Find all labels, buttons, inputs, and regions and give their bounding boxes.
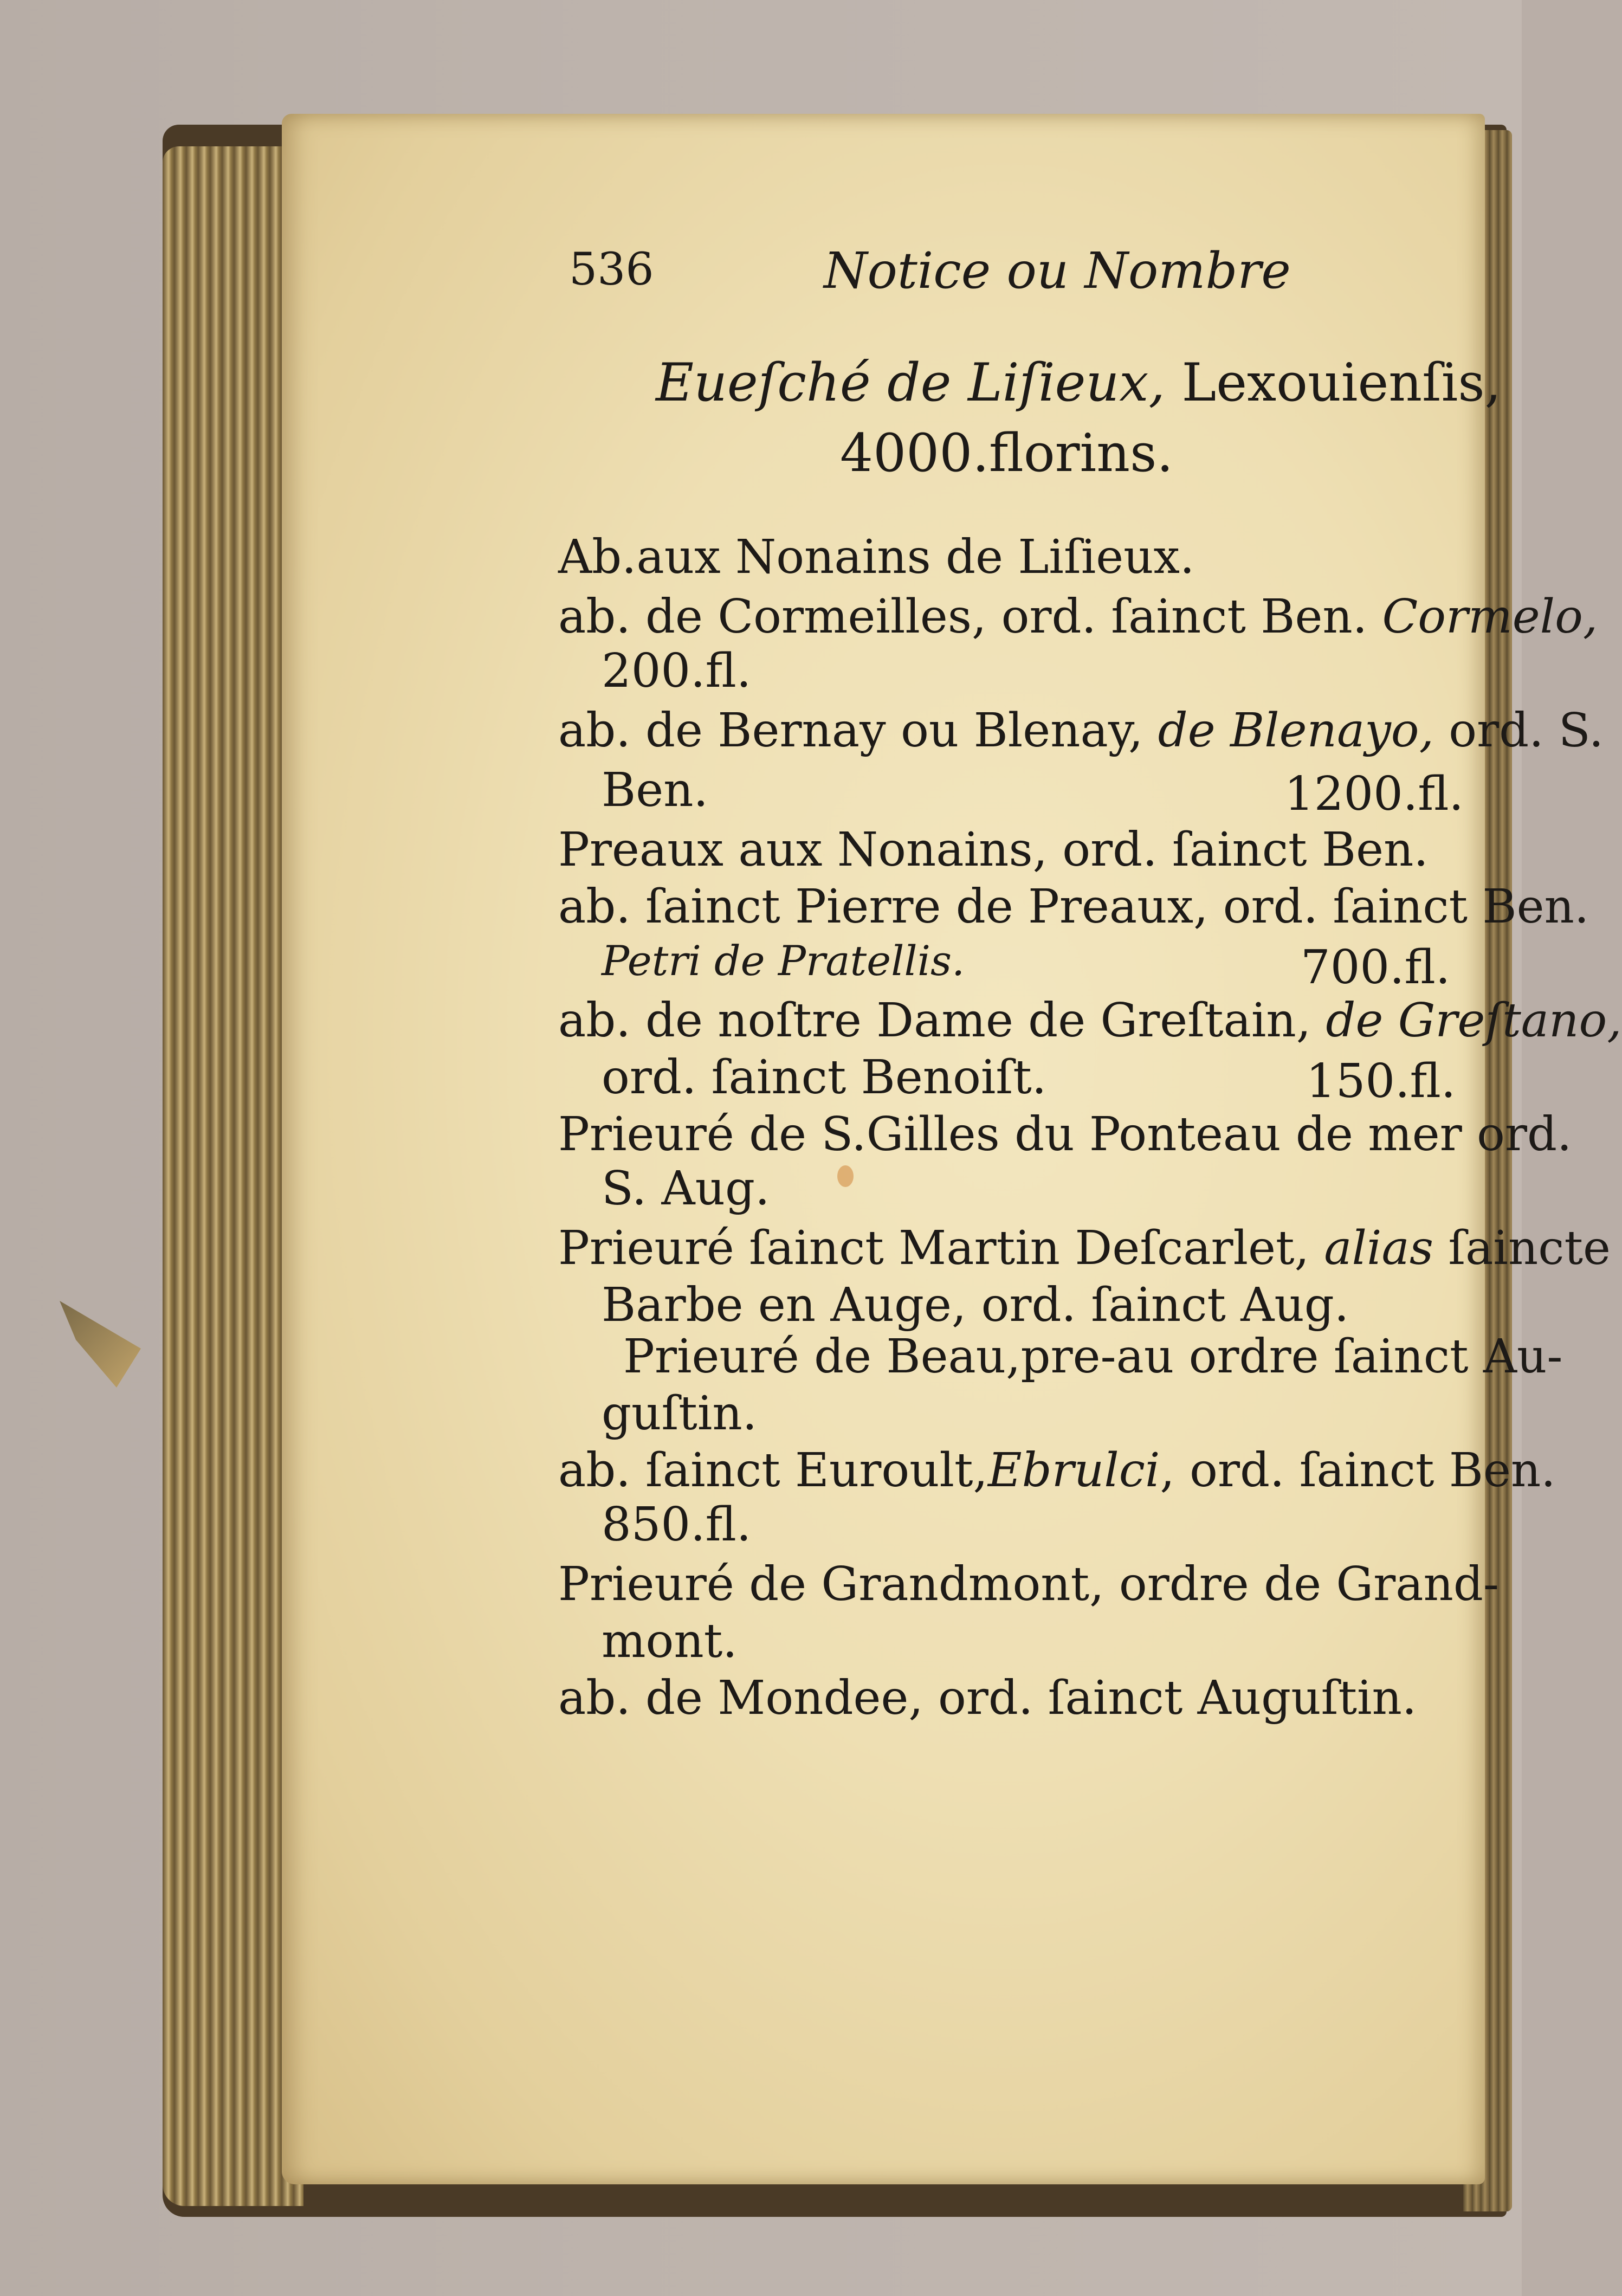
page-number: 536 <box>569 244 654 295</box>
entry-line <box>558 590 1598 644</box>
entry-line: Prieuré de S.Gilles du Ponteau de mer ord. <box>558 1107 1572 1162</box>
entry-line <box>558 994 1622 1048</box>
entry-line: Ab.aux Nonains de Liſieux. <box>558 530 1195 584</box>
entry-continuation: mont. <box>602 1614 738 1668</box>
entry-main: ab. de Cormeilles, ord. ſainct Ben. <box>558 590 1368 644</box>
entry-line: ab. ſainct Pierre de Preaux, ord. ſainct Ben. <box>558 880 1589 934</box>
entry-continuation: guſtin. <box>602 1386 758 1441</box>
foxing-spot <box>837 1165 854 1187</box>
entry-latin: Petri de Pratellis. <box>602 937 965 985</box>
entry-line: Prieuré de Beau,pre-au ordre ſainct Au- <box>623 1330 1563 1384</box>
entry-rest: ord. S. <box>1449 704 1604 758</box>
entry-main: ab. de noſtre Dame de Greſtain, <box>558 994 1311 1048</box>
entry-amount: 1200.fl. <box>1284 767 1464 821</box>
entry-latin: Ebrulci <box>987 1443 1160 1498</box>
entry-rest: , ord. ſainct Ben. <box>1160 1443 1556 1498</box>
entry-latin: de Greſtano, <box>1326 994 1622 1048</box>
entry-rest: ſaincte <box>1448 1221 1611 1275</box>
entry-continuation: S. Aug. <box>602 1162 770 1216</box>
entry-line <box>558 704 1604 758</box>
running-head: Notice ou Nombre <box>824 242 1291 300</box>
entry-main: ab. de Bernay ou Blenay, <box>558 704 1143 758</box>
entry-main: Prieuré ſainct Martin Deſcarlet, <box>558 1221 1309 1275</box>
entry-line: ab. de Mondee, ord. ſainct Auguſtin. <box>558 1671 1417 1725</box>
diocese-name: Eueſché de Liſieux, <box>656 352 1165 413</box>
diocese-latin-name: Lexouienſis, <box>1181 352 1502 413</box>
entry-latin: alias <box>1324 1221 1433 1275</box>
entry-latin: Cormelo, <box>1382 590 1598 644</box>
entry-line: Preaux aux Nonains, ord. ſainct Ben. <box>558 823 1429 877</box>
entry-continuation: Ben. <box>602 763 708 817</box>
entry-continuation: 850.fl. <box>602 1498 752 1552</box>
section-title <box>656 352 1501 413</box>
entry-amount: 700.fl. <box>1301 940 1451 995</box>
diocese-value: 4000.florins. <box>840 423 1173 483</box>
entry-line <box>558 1443 1556 1498</box>
entry-line: Prieuré de Grandmont, ordre de Grand- <box>558 1557 1499 1611</box>
entry-latin: de Blenayo, <box>1158 704 1434 758</box>
entry-line <box>558 1221 1611 1275</box>
entry-main: ab. ſainct Euroult, <box>558 1443 988 1498</box>
entry-amount: 150.fl. <box>1306 1054 1456 1108</box>
entry-continuation: ord. ſainct Benoiſt. <box>602 1050 1047 1105</box>
entry-continuation: Barbe en Auge, ord. ſainct Aug. <box>602 1278 1349 1332</box>
entry-continuation: 200.fl. <box>602 644 752 698</box>
